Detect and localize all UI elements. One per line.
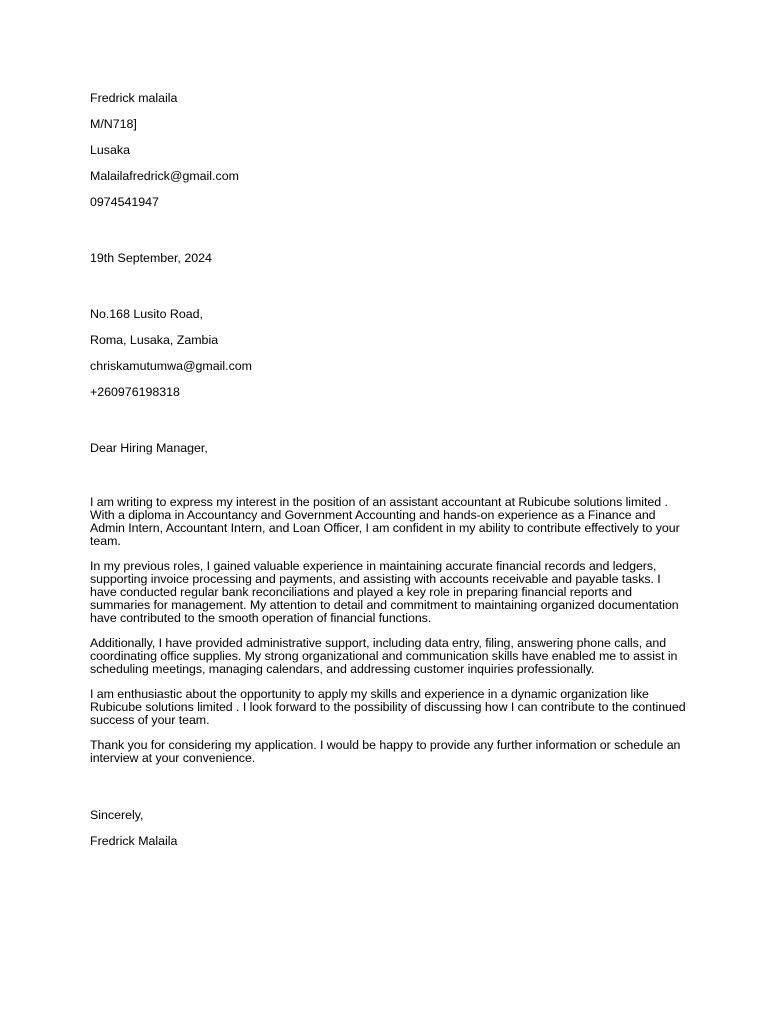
body-paragraph: I am writing to express my interest in the position of an assistant accountant at Rubicube solutions limited . With a diploma in Accountancy and Government Accounting and hands-on experience as a Finance and Admin Intern, Accountant Intern, and Loan Officer, I am confident in my ability to contribute effectively to your team. — [90, 495, 680, 548]
closing: Sincerely, — [90, 808, 144, 822]
letter-body — [90, 496, 690, 765]
body-paragraph: In my previous roles, I gained valuable experience in maintaining accurate financial records and ledgers, supporting invoice processing and payments, and assisting with accounts receivable and payable tasks. I have conducted regular bank reconciliations and played a key role in preparing financial reports and summaries for management. My attention to detail and commitment to maintaining organized documentation have contributed to the smooth operation of financial functions. — [90, 559, 679, 625]
body-paragraph: Thank you for considering my application. I would be happy to provide any further information or schedule an interview at your convenience. — [90, 738, 681, 765]
recipient-city: Roma, Lusaka, Zambia — [90, 333, 219, 347]
sender-phone: 0974541947 — [90, 195, 159, 209]
salutation: Dear Hiring Manager, — [90, 441, 208, 455]
body-paragraph: I am enthusiastic about the opportunity to apply my skills and experience in a dynamic organization like Rubicube solutions limited . I look forward to the possibility of discussing how I can contribute to the continued success of your team. — [90, 687, 686, 727]
sender-city: Lusaka — [90, 143, 130, 157]
recipient-phone: +260976198318 — [90, 385, 180, 399]
cover-letter — [90, 90, 690, 849]
sender-block — [90, 90, 690, 210]
body-paragraph: Additionally, I have provided administrative support, including data entry, filing, answering phone calls, and coordinating office supplies. My strong organizational and communication skills have enabled me to assist in scheduling meetings, managing calendars, and addressing customer inquiries professionally. — [90, 636, 678, 676]
sender-name: Fredrick malaila — [90, 91, 178, 105]
recipient-email: chriskamutumwa@gmail.com — [90, 359, 252, 373]
closing-block — [90, 807, 690, 849]
letter-date: 19th September, 2024 — [90, 251, 212, 265]
sender-address: M/N718] — [90, 117, 137, 131]
signature-name: Fredrick Malaila — [90, 834, 178, 848]
sender-email: Malailafredrick@gmail.com — [90, 169, 239, 183]
recipient-block — [90, 306, 690, 400]
recipient-street: No.168 Lusito Road, — [90, 307, 203, 321]
